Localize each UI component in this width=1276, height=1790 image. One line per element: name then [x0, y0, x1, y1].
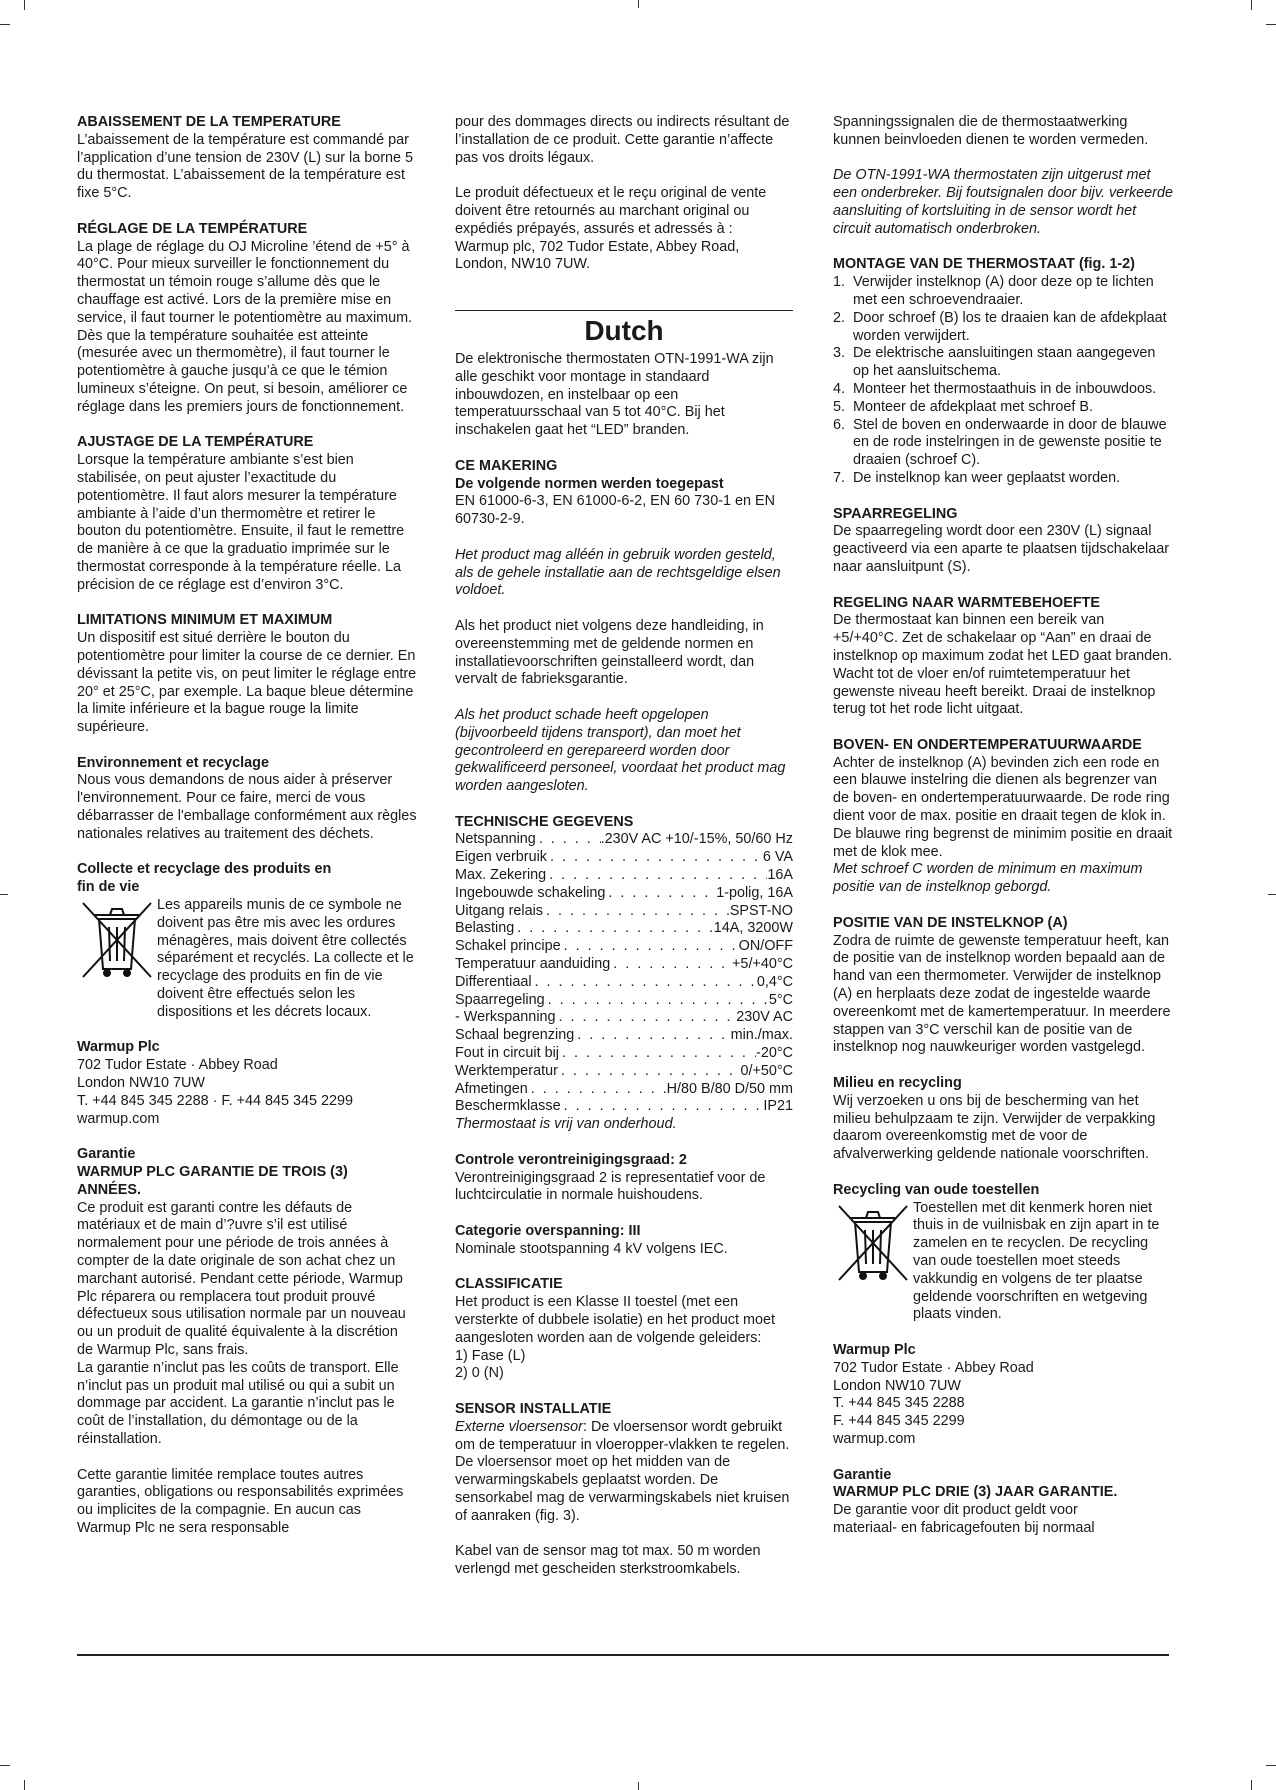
spec-value: H/80 B/80 D/50 mm [666, 1080, 793, 1097]
crop-mark [0, 1765, 10, 1766]
spec-label: Netspanning [455, 831, 536, 848]
paragraph: pour des dommages directs ou indirects résultant de l’installation de ce produit. Cette garantie n’affecte pas vos droits légaux. [455, 114, 790, 166]
spec-value: +5/+40°C [732, 956, 793, 973]
company-website: warmup.com [77, 1110, 160, 1127]
spec-row [455, 849, 793, 867]
crop-mark [24, 0, 25, 10]
crossed-out-wheelie-bin-icon [833, 1200, 913, 1292]
spec-leader [547, 849, 763, 867]
spec-leader [532, 974, 757, 992]
list-item [833, 345, 1173, 381]
crop-mark [1266, 1765, 1276, 1766]
section-heading: POSITIE VAN DE INSTELKNOP (A) [833, 914, 1068, 931]
spec-value: 1-polig, 16A [716, 884, 793, 901]
company-phone: T. +44 845 345 2288 · F. +44 845 345 2299 [77, 1092, 354, 1109]
spec-row [455, 938, 793, 956]
list-item [833, 274, 1173, 310]
company-name: Warmup Plc [833, 1341, 916, 1358]
spec-leader [574, 1027, 730, 1045]
section-heading: Garantie [77, 1146, 136, 1163]
spec-leader [545, 992, 769, 1010]
crossed-out-wheelie-bin-icon [77, 897, 157, 989]
section-heading: MONTAGE VAN DE THERMOSTAAT (fig. 1-2) [833, 256, 1135, 273]
spec-row [455, 867, 793, 885]
section-subheading: WARMUP PLC DRIE (3) JAAR GARANTIE. [833, 1484, 1118, 1501]
paragraph: De OTN-1991-WA thermostaten zijn uitgerust met een onderbreker. Bij foutsignalen door bijv. verkeerde aansluiting of kortsluiting in de sensor wordt het circuit automatisch onderbroken. [833, 167, 1173, 237]
spec-value: min./max. [730, 1027, 793, 1044]
spec-leader [561, 1098, 764, 1116]
spec-leader [556, 1009, 737, 1027]
crop-mark [24, 1780, 25, 1790]
paragraph: L’abaissement de la température est commandé par l’application d’une tension de 230V (L) sur la borne 5 du thermostat. L’abaissement de la température est fixe 5°C. [77, 131, 414, 202]
section-heading: Milieu en recycling [833, 1075, 962, 1092]
section-heading: ABAISSEMENT DE LA TEMPERATURE [77, 114, 341, 130]
section-heading: CE MAKERING [455, 457, 558, 474]
paragraph: Toestellen met dit kenmerk horen niet thuis in de vuilnisbak en zijn apart in te zamelen en te recyclen. De recycling van oude toestellen moet steeds vakkundig en volgens de ter plaatse geldende voorschriften en wetgeving plaats vinden. [913, 1199, 1160, 1323]
company-address: London NW10 7UW [77, 1075, 205, 1092]
crop-mark [0, 24, 10, 25]
section-heading: Controle verontreinigingsgraad: 2 [455, 1151, 687, 1168]
crop-mark [1251, 1780, 1252, 1790]
list-item [833, 470, 1173, 488]
spec-value: 5°C [768, 991, 793, 1008]
paragraph: Spanningssignalen die de thermostaatwerking kunnen beinvloeden dienen te worden vermeden. [833, 114, 1149, 148]
spec-row [455, 1027, 793, 1045]
spec-row [455, 1009, 793, 1027]
section-subheading: WARMUP PLC GARANTIE DE TROIS (3) ANNÉES. [77, 1164, 348, 1198]
paragraph: Nous vous demandons de nous aider à préserver l'environnement. Pour ce faire, merci de vous débarrasser de l'emballage conformément aux règles nationales relatives au traitement des déchets. [77, 772, 417, 842]
step-text: De elektrische aansluitingen staan aangegeven op het aansluitschema. [853, 345, 1156, 380]
column-french [77, 114, 417, 1538]
company-address: 702 Tudor Estate · Abbey Road [833, 1359, 1034, 1376]
list-item [833, 381, 1173, 399]
paragraph: La plage de réglage du OJ Microline ’étend de +5° à 40°C. Pour mieux surveiller le fonctionnement du thermostat un témoin rouge s’allume dès que le chauffage est activé. Lors de la première mise en service, il faut tourner le potentiomètre au maximum. Dès que la température souhaitée est atteinte (mesurée avec un thermomètre), il faut tourner le potentiomètre à gauche jusqu’à ce que le témion lumineux s’éteigne. On peut, si besoin, améliorer ce réglage dans les premiers jours de fonctionnement. [77, 238, 413, 415]
spec-row [455, 885, 793, 903]
bottom-rule [77, 1654, 1169, 1656]
spec-row [455, 1045, 793, 1063]
crop-mark [1251, 0, 1252, 10]
paragraph: Achter de instelknop (A) bevinden zich een rode en een blauwe instelring die dienen als begrenzer van de boven- en ondertemperatuurwaarde. De rode ring dient voor de max. positie en draait tegen de klok in. De blauwe ring begrenst de minimim positie en draait met de klok mee. [833, 754, 1173, 860]
section-heading: BOVEN- EN ONDERTEMPERATUURWAARDE [833, 736, 1142, 753]
spec-list [455, 831, 793, 1116]
spec-label: Belasting [455, 920, 515, 937]
list-item [833, 399, 1173, 417]
paragraph: Kabel van de sensor mag tot max. 50 m worden verlengd met gescheiden sterkstroomkabels. [455, 1543, 761, 1578]
spec-row [455, 992, 793, 1010]
step-number: 5. [833, 398, 846, 415]
step-number: 1. [833, 274, 846, 291]
list-item [833, 417, 1173, 470]
spec-leader [543, 903, 730, 921]
list-item [833, 310, 1173, 346]
spec-label: Differentiaal [455, 973, 532, 990]
recycling-block [77, 897, 417, 1022]
sensor-label: Externe vloersensor [455, 1418, 583, 1435]
spec-label: Spaarregeling [455, 991, 545, 1008]
paragraph: Un dispositif est situé derrière le bouton du potentiomètre pour limiter la course de ce dernier. En dévissant la petite vis, on peut limiter le réglage entre 20° et 25°C, par exemple. La baque bleue détermine la limite inférieure et la bague rouge la limite supérieure. [77, 630, 417, 736]
spec-value: -20°C [756, 1045, 793, 1062]
crop-mark [1268, 894, 1276, 895]
spec-row [455, 831, 793, 849]
paragraph: Het product is een Klasse II toestel (met een versterkte of dubbele isolatie) en het product moet aangesloten worden aan de volgende geleiders: [455, 1294, 775, 1346]
paragraph: De spaarregeling wordt door een 230V (L) signaal geactiveerd via een aparte te plaatsen tijdschakelaar naar aansluitpunt (S). [833, 523, 1169, 575]
spec-label: Ingebouwde schakeling [455, 884, 606, 901]
section-heading: RÉGLAGE DE LA TEMPÉRATURE [77, 220, 308, 237]
spec-label: Beschermklasse [455, 1098, 561, 1115]
spec-leader [605, 885, 716, 903]
paragraph: Le produit défectueux et le reçu original de vente doivent être retournés au marchant original ou expédiés prépayés, assurés et adressés à : [455, 185, 767, 237]
crop-mark [638, 0, 639, 8]
paragraph: De elektronische thermostaten OTN-1991-WA zijn alle geschikt voor montage in standaard inbouwdozen, en instelbaar op een temperatuursschaal van 5 tot 40°C. Bij het inschakelen gaat het “LED” branden. [455, 350, 774, 439]
spec-label: Schaal begrenzing [455, 1027, 575, 1044]
spec-leader [514, 920, 714, 938]
section-heading: TECHNISCHE GEGEVENS [455, 813, 634, 830]
language-title: Dutch [584, 314, 664, 346]
spec-label: Werktemperatur [455, 1062, 558, 1079]
spec-leader [561, 938, 739, 956]
mounting-steps [833, 274, 1173, 488]
spec-value: 0,4°C [756, 973, 793, 990]
section-heading: Categorie overspanning: III [455, 1223, 641, 1240]
paragraph: Zodra de ruimte de gewenste temperatuur heeft, kan de positie van de instelknop worden bepaald aan de hand van een thermometer. Verwijder de instelknop (A) en herplaats deze zodat de ingestelde waarde overeenkomt met de kamertemperatuur. In meerdere stappen van 3°C verschil kan de positie van de instelknop nog nauwkeuriger worden vastgelegd. [833, 932, 1171, 1056]
spec-leader [559, 1045, 756, 1063]
company-address: London NW10 7UW [833, 1377, 961, 1394]
section-heading: REGELING NAAR WARMTEBEHOEFTE [833, 594, 1101, 611]
spec-row [455, 1063, 793, 1081]
paragraph: Lorsque la température ambiante s’est bien stabilisée, on peut ajuster l’exactitude du potentiomètre. Il faut alors mesurer la température ambiante à l’aide d’un thermomètre et retirer le bouton du potentiomètre. Ensuite, il faut le remettre de manière à ce que la graduatio imprimée sur le thermostat corresponde à la température réelle. La précision de ce réglage est d’environ 3°C. [77, 452, 405, 593]
step-text: Monteer het thermostaathuis in de inbouwdoos. [853, 380, 1157, 397]
spec-label: Uitgang relais [455, 902, 543, 919]
paragraph: Cette garantie limitée remplace toutes autres garanties, obligations ou responsabilités exprimées ou implicites de la compagnie. En aucun cas Warmup Plc ne sera responsable [77, 1466, 404, 1536]
spec-label: Temperatuur aanduiding [455, 956, 611, 973]
spec-value: 16A [767, 867, 793, 884]
section-heading: SENSOR INSTALLATIE [455, 1400, 612, 1417]
step-number: 3. [833, 345, 846, 362]
paragraph [455, 1419, 793, 1526]
paragraph: De garantie voor dit product geldt voor materiaal- en fabricagefouten bij normaal [833, 1502, 1095, 1536]
company-name: Warmup Plc [77, 1039, 160, 1056]
spec-value: ON/OFF [738, 938, 793, 955]
paragraph: Als het product niet volgens deze handleiding, in overeenstemming met de geldende normen en installatievoorschriften geinstalleerd wordt, dan vervalt de fabrieksgarantie. [455, 617, 764, 688]
section-subheading: De volgende normen werden toegepast [455, 475, 724, 492]
spec-leader [558, 1063, 741, 1081]
step-text: De instelknop kan weer geplaatst worden. [853, 469, 1121, 486]
paragraph: Warmup plc, 702 Tudor Estate, Abbey Road, London, NW10 7UW. [455, 238, 740, 273]
spec-row [455, 1098, 793, 1116]
paragraph: De thermostaat kan binnen een bereik van +5/+40°C. Zet de schakelaar op “Aan” en draai de instelknop op maximum zodat het LED gaat branden. Wacht tot de vloer en/of ruimtetemperatuur het gewenste niveau heeft bereikt. Draai de instelknop terug tot het rode licht uitgaat. [833, 612, 1173, 718]
spec-value: SPST-NO [729, 902, 793, 919]
list-item: 1) Fase (L) [455, 1347, 526, 1364]
company-website: warmup.com [833, 1430, 916, 1447]
spec-row [455, 903, 793, 921]
paragraph: Verontreinigingsgraad 2 is representatief voor de luchtcirculatie in normale huishoudens. [455, 1169, 766, 1204]
step-number: 6. [833, 416, 846, 433]
company-fax: F. +44 845 345 2299 [833, 1413, 965, 1430]
spec-value: 6 VA [762, 849, 793, 866]
paragraph: Nominale stootspanning 4 kV volgens IEC. [455, 1240, 728, 1257]
spec-leader [610, 956, 732, 974]
paragraph: Ce produit est garanti contre les défauts de matériaux et de main d’?uvre s’il est utilisé normalement pour une période de trois années à compter de la date originale de son achat chez un marchant autorisé. Pendant cette période, Warmup Plc réparera ou remplacera tout produit prouvé défectueux sous utilisation normale par un nouveau ou un produit de qualité équivalente à la discrétion de Warmup Plc, sans frais. [77, 1199, 406, 1358]
paragraph: La garantie n’inclut pas les coûts de transport. Elle n’inclut pas un produit mal utilisé ou qui a subit un dommage par accident. La garantie n’inclut pas le coût de l’installation, du démontage ou de la réinstallation. [77, 1359, 399, 1447]
crop-mark [1266, 24, 1276, 25]
crop-mark [638, 1782, 639, 1790]
section-heading: CLASSIFICATIE [455, 1276, 563, 1293]
spec-value: 0/+50°C [740, 1062, 793, 1079]
step-text: Stel de boven en onderwaarde in door de blauwe en de rode instelringen in de gewenste positie te draaien (schroef C). [853, 416, 1167, 469]
spec-row [455, 920, 793, 938]
spec-label: Afmetingen [455, 1080, 528, 1097]
paragraph: Het product mag alléén in gebruik worden gesteld, als de gehele installatie aan de rechtsgeldige elsen voldoet. [455, 546, 781, 599]
sensor-text: : De vloersensor wordt gebruikt om de temperatuur in vloeropper-vlakken te regelen. De vloersensor moet op het midden van de verwarmingskabels geplaatst worden. De sensorkabel mag de verwarmingskabels niet kruisen of aanraken (fig. 3). [455, 1418, 790, 1524]
company-phone: T. +44 845 345 2288 [833, 1395, 965, 1412]
paragraph: Les appareils munis de ce symbole ne doivent pas être mis avec les ordures ménagères, mais doivent être collectés séparément et recyclés. La collecte et le recyclage des produits en fin de vie doivent être effectués selon les dispositions et les décrets locaux. [157, 897, 414, 1020]
list-item: 2) 0 (N) [455, 1365, 504, 1382]
paragraph: Met schroef C worden de minimum en maximum positie van de instelknop geborgd. [833, 861, 1143, 896]
step-text: Verwijder instelknop (A) door deze op te lichten met een schroevendraaier. [853, 274, 1154, 308]
section-heading: Garantie [833, 1466, 892, 1483]
step-number: 4. [833, 380, 846, 397]
spec-value: .230V AC +10/-15%, 50/60 Hz [600, 831, 793, 848]
spec-leader [546, 867, 767, 885]
step-number: 7. [833, 469, 846, 486]
paragraph: Thermostaat is vrij van onderhoud. [455, 1116, 677, 1133]
section-heading: AJUSTAGE DE LA TEMPÉRATURE [77, 434, 314, 451]
step-text: Door schroef (B) los te draaien kan de afdekplaat worden verwijdert. [853, 309, 1167, 344]
company-address: 702 Tudor Estate · Abbey Road [77, 1057, 278, 1074]
spec-label: Max. Zekering [455, 867, 547, 884]
spec-value: 230V AC [736, 1009, 793, 1026]
spec-label: - Werkspanning [455, 1009, 556, 1026]
paragraph: Wij verzoeken u ons bij de bescherming van het milieu behulpzaam te zijn. Verwijder de verpakking daarom overeenkomstig met de voor de afvalverwerking geldende nationale voorschriften. [833, 1092, 1156, 1163]
column-middle [455, 114, 793, 1579]
section-heading: LIMITATIONS MINIMUM ET MAXIMUM [77, 612, 333, 629]
section-heading: Environnement et recyclage [77, 754, 269, 771]
column-right [833, 114, 1173, 1538]
spec-label: Schakel principe [455, 938, 561, 955]
paragraph: EN 61000-6-3, EN 61000-6-2, EN 60 730-1 en EN 60730-2-9. [455, 493, 775, 528]
crop-mark [0, 894, 8, 895]
spec-leader [536, 831, 601, 849]
paragraph: Als het product schade heeft opgelopen (bijvoorbeeld tijdens transport), dan moet het gecontroleerd en gerepareerd worden door gekwalificeerd personeel, voordaat het product mag worden aangesloten. [455, 706, 786, 795]
spec-label: Fout in circuit bij [455, 1045, 559, 1062]
section-heading: Recycling van oude toestellen [833, 1181, 1040, 1198]
spec-row [455, 974, 793, 992]
step-number: 2. [833, 309, 846, 326]
spec-row [455, 1081, 793, 1099]
recycling-block [833, 1200, 1173, 1325]
section-heading: SPAARREGELING [833, 505, 958, 522]
spec-label: Eigen verbruik [455, 849, 547, 866]
spec-value: IP21 [763, 1098, 793, 1115]
spec-row [455, 956, 793, 974]
spec-value: 14A, 3200W [713, 920, 793, 937]
spec-leader [528, 1081, 667, 1099]
section-heading: Collecte et recyclage des produits en fin de vie [77, 861, 332, 896]
step-text: Monteer de afdekplaat met schroef B. [853, 398, 1093, 415]
